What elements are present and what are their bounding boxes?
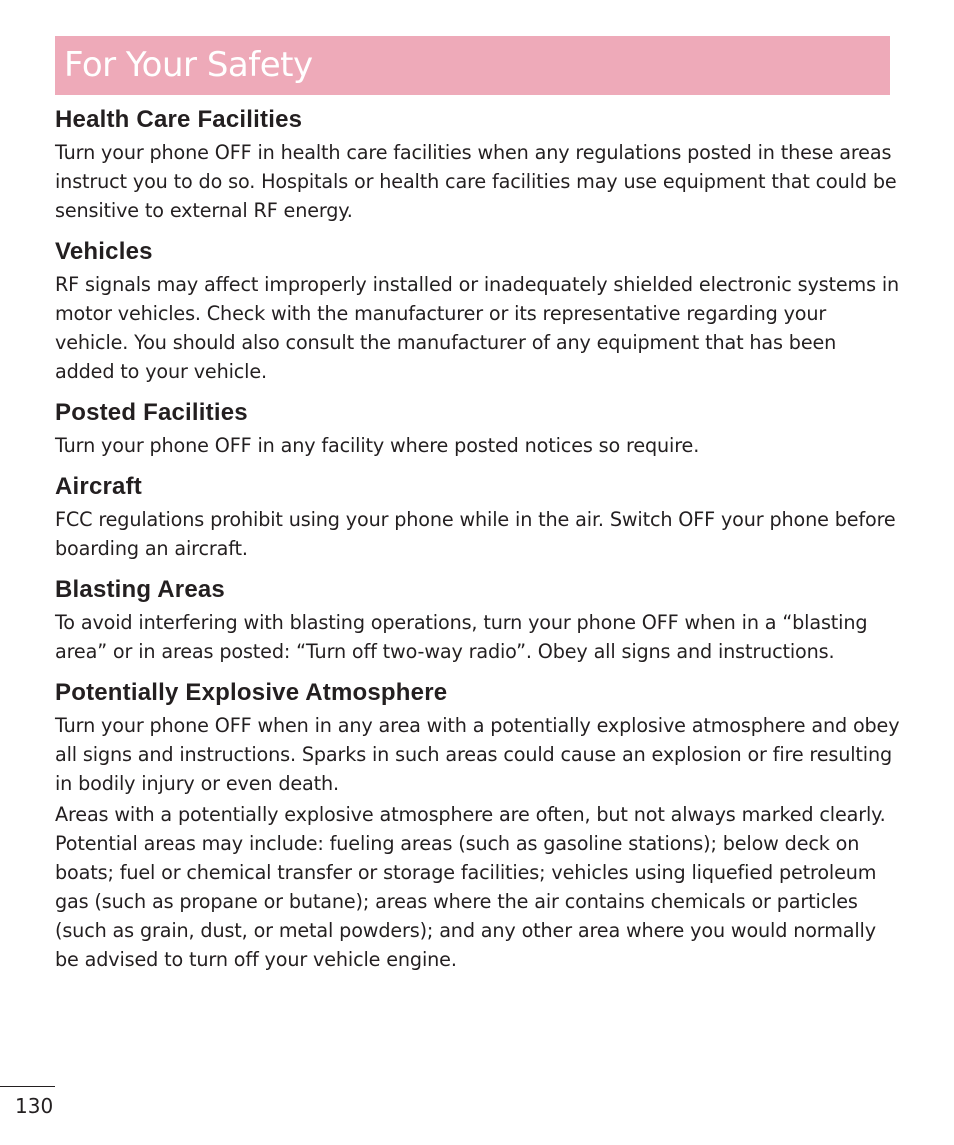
- section-paragraph: Turn your phone OFF when in any area with a potentially explosive atmosphere and obey all signs and instructions. Sparks in such areas could cause an explosion or fire resulting in bodily injury or even death.: [55, 714, 900, 795]
- page-title: For Your Safety: [64, 45, 313, 85]
- section-heading: Vehicles: [55, 238, 153, 265]
- section-paragraph: To avoid interfering with blasting operations, turn your phone OFF when in a “blasting area” or in areas posted: “Turn off two-way radio”. Obey all signs and instructions.: [55, 611, 868, 663]
- section-posted-facilities: [55, 397, 900, 460]
- section-heading: Blasting Areas: [55, 576, 225, 603]
- section-paragraph: RF signals may affect improperly installed or inadequately shielded electronic systems in motor vehicles. Check with the manufacturer or its representative regarding your vehicle. You should also consult the manufacturer of any equipment that has been added to your vehicle.: [55, 273, 900, 383]
- section-heading: Posted Facilities: [55, 399, 248, 426]
- section-vehicles: [55, 236, 900, 386]
- section-paragraph: Turn your phone OFF in health care facilities when any regulations posted in these areas instruct you to do so. Hospitals or health care facilities may use equipment that could be sensitive to external RF energy.: [55, 141, 897, 222]
- section-blasting-areas: [55, 574, 900, 666]
- section-health-care-facilities: [55, 104, 900, 225]
- section-paragraph: Areas with a potentially explosive atmosphere are often, but not always marked clearly. Potential areas may include: fueling areas (such as gasoline stations); below deck on boats; fuel or chemical transfer or storage facilities; vehicles using liquefied petroleum gas (such as propane or butane); areas where the air contains chemicals or particles (such as grain, dust, or metal powders); and any other area where you would normally be advised to turn off your vehicle engine.: [55, 803, 886, 971]
- section-heading: Aircraft: [55, 473, 142, 500]
- section-heading: Potentially Explosive Atmosphere: [55, 679, 448, 706]
- section-heading: Health Care Facilities: [55, 106, 303, 133]
- section-aircraft: [55, 471, 900, 563]
- document-body: [55, 104, 900, 985]
- section-potentially-explosive-atmosphere: [55, 677, 900, 974]
- section-header-bar: [55, 36, 890, 95]
- page-number: 130: [15, 1094, 54, 1118]
- section-paragraph: FCC regulations prohibit using your phone while in the air. Switch OFF your phone before boarding an aircraft.: [55, 508, 896, 560]
- footer-divider: [0, 1086, 55, 1087]
- section-paragraph: Turn your phone OFF in any facility where posted notices so require.: [55, 434, 700, 457]
